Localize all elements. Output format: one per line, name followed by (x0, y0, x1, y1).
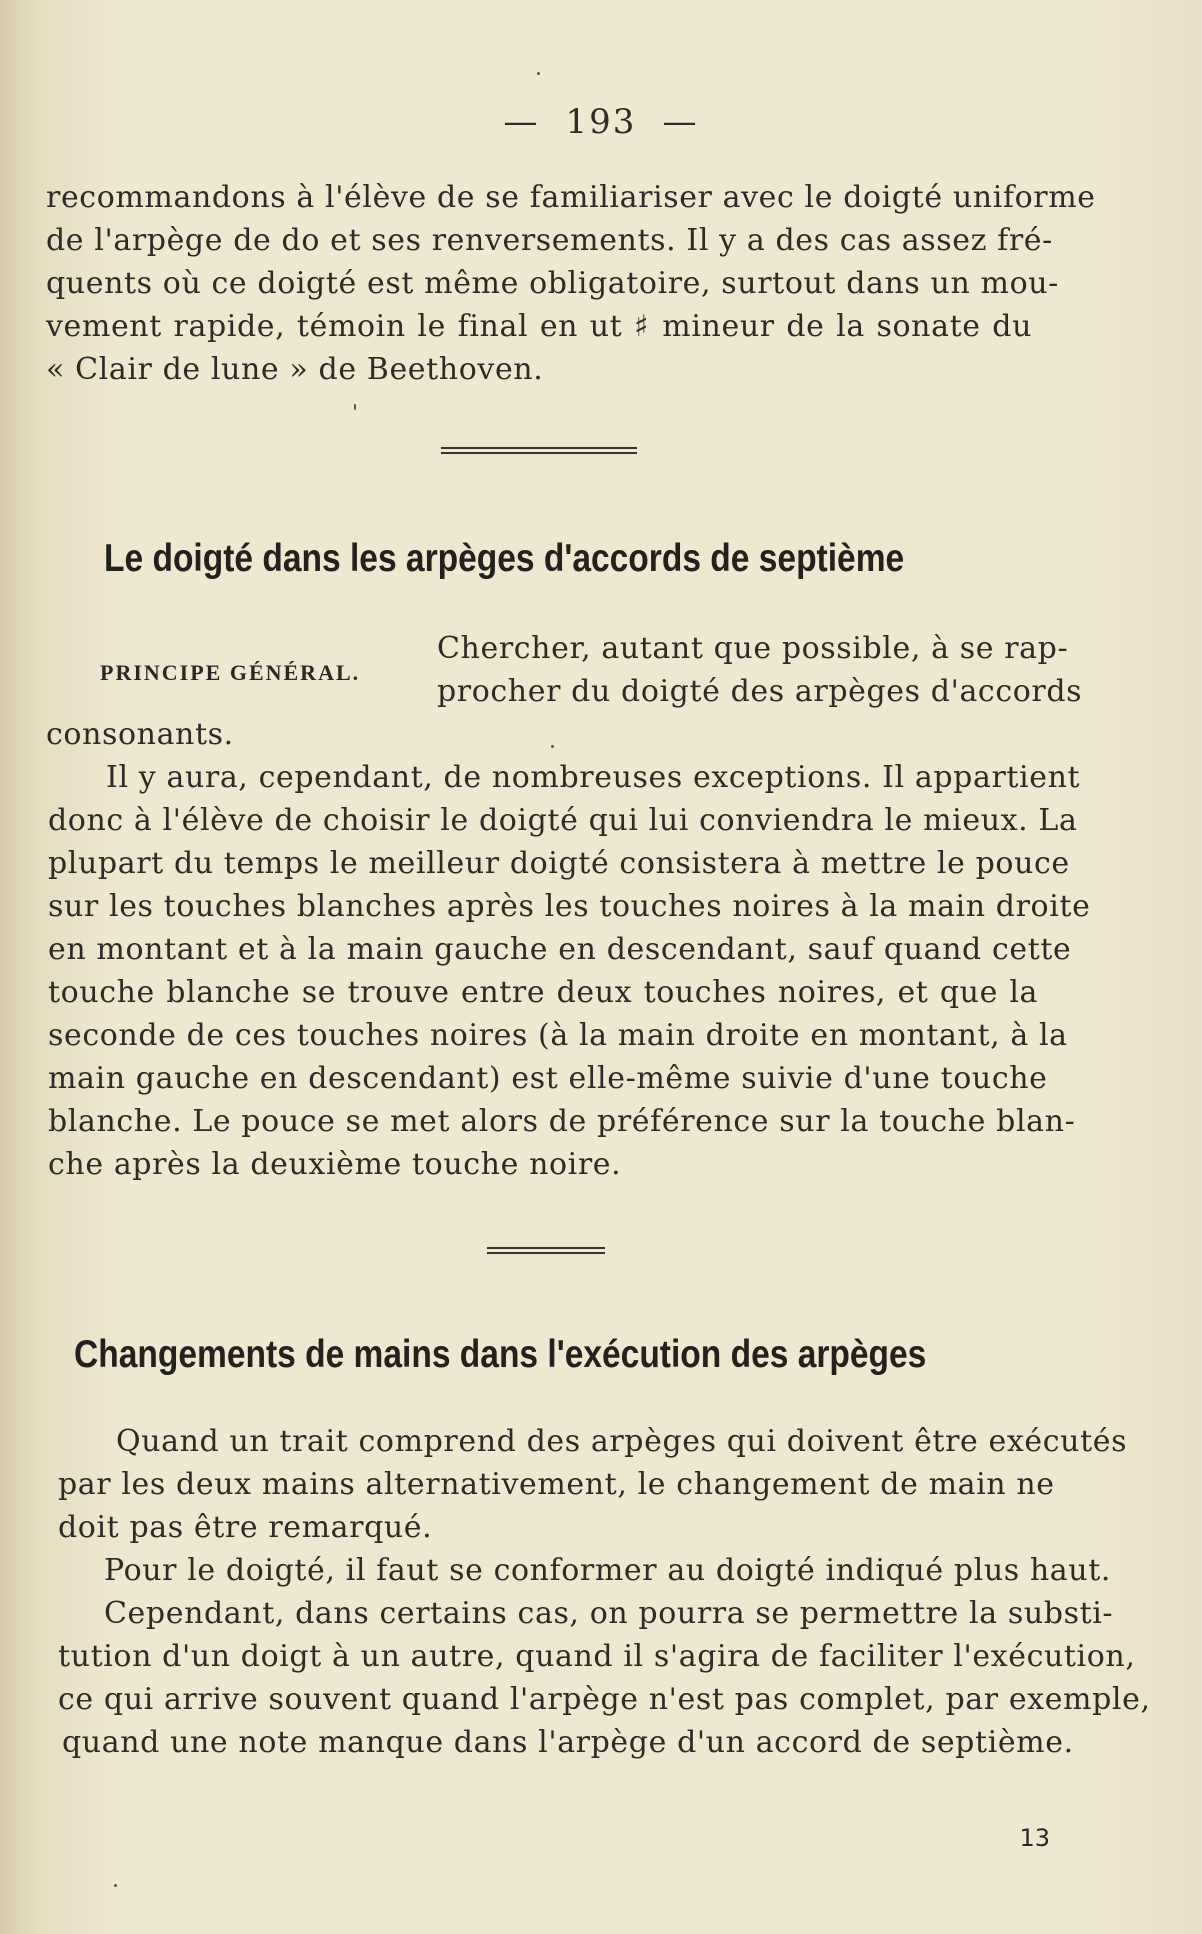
principle-label: PRINCIPE GÉNÉRAL. (100, 660, 361, 685)
text-line: Cependant, dans certains cas, on pourra se permettre la substi- (104, 1596, 1114, 1631)
paper-speck (551, 745, 554, 748)
text-line: Quand un trait comprend des arpèges qui doivent être exécutés (116, 1424, 1128, 1459)
section-divider (441, 447, 637, 455)
text-line: plupart du temps le meilleur doigté consistera à mettre le pouce (48, 846, 1070, 881)
folio-number: 13 (1019, 1824, 1050, 1852)
section-divider (487, 1247, 605, 1255)
text-line: vement rapide, témoin le final en ut ♯ mineur de la sonate du (46, 309, 1032, 344)
text-line: doit pas être remarqué. (58, 1510, 433, 1545)
page-number-text: 193 (565, 102, 637, 142)
text-line: che après la deuxième touche noire. (48, 1147, 622, 1182)
text-line: donc à l'élève de choisir le doigté qui lui conviendra le mieux. La (48, 803, 1078, 838)
text-line: tution d'un doigt à un autre, quand il s'agira de faciliter l'exécution, (58, 1639, 1136, 1674)
text-line: sur les touches blanches après les touches noires à la main droite (48, 889, 1091, 924)
text-line: par les deux mains alternativement, le changement de main ne (58, 1467, 1055, 1502)
text-line: touche blanche se trouve entre deux touches noires, et que la (48, 975, 1038, 1010)
text-line: ce qui arrive souvent quand l'arpège n'est pas complet, par exemple, (58, 1682, 1151, 1717)
section2-paragraph-1 (58, 1420, 1128, 1549)
page-header-number (0, 102, 1202, 142)
text-line: Il y aura, cependant, de nombreuses exceptions. Il appartient (106, 760, 1081, 795)
text-line: quand une note manque dans l'arpège d'un accord de septième. (62, 1725, 1074, 1760)
header-dash-right: — (662, 102, 699, 142)
text-line: procher du doigté des arpèges d'accords (437, 674, 1083, 709)
text-line: blanche. Le pouce se met alors de préférence sur la touche blan- (48, 1104, 1076, 1139)
intro-paragraph (46, 176, 1096, 391)
text-line: consonants. (46, 717, 234, 752)
text-line: en montant et à la main gauche en descendant, sauf quand cette (48, 932, 1072, 967)
paper-speck (537, 72, 540, 75)
text-line: seconde de ces touches noires (à la main droite en montant, à la (48, 1018, 1068, 1053)
section-heading: Le doigté dans les arpèges d'accords de septième (104, 537, 905, 580)
text-line: de l'arpège de do et ses renversements. Il y a des cas assez fré- (46, 223, 1053, 258)
principle-paragraph (437, 627, 1083, 713)
section2-paragraph-2 (46, 1549, 1111, 1592)
section2-paragraph-3 (46, 1592, 1151, 1764)
paper-speck (354, 404, 356, 410)
text-line: Chercher, autant que possible, à se rap- (437, 631, 1069, 666)
text-line: Pour le doigté, il faut se conformer au doigté indiqué plus haut. (104, 1553, 1111, 1588)
text-line: quents où ce doigté est même obligatoire, surtout dans un mou- (46, 266, 1059, 301)
text-line: main gauche en descendant) est elle-même suivie d'une touche (48, 1061, 1048, 1096)
paper-speck (114, 1884, 117, 1887)
text-line: « Clair de lune » de Beethoven. (46, 352, 544, 387)
header-dash-left: — (503, 102, 540, 142)
section1-body (48, 756, 1091, 1186)
text-line: recommandons à l'élève de se familiariser avec le doigté uniforme (46, 180, 1096, 215)
section-heading: Changements de mains dans l'exécution des arpèges (74, 1333, 927, 1376)
principle-paragraph-end (46, 713, 1032, 756)
